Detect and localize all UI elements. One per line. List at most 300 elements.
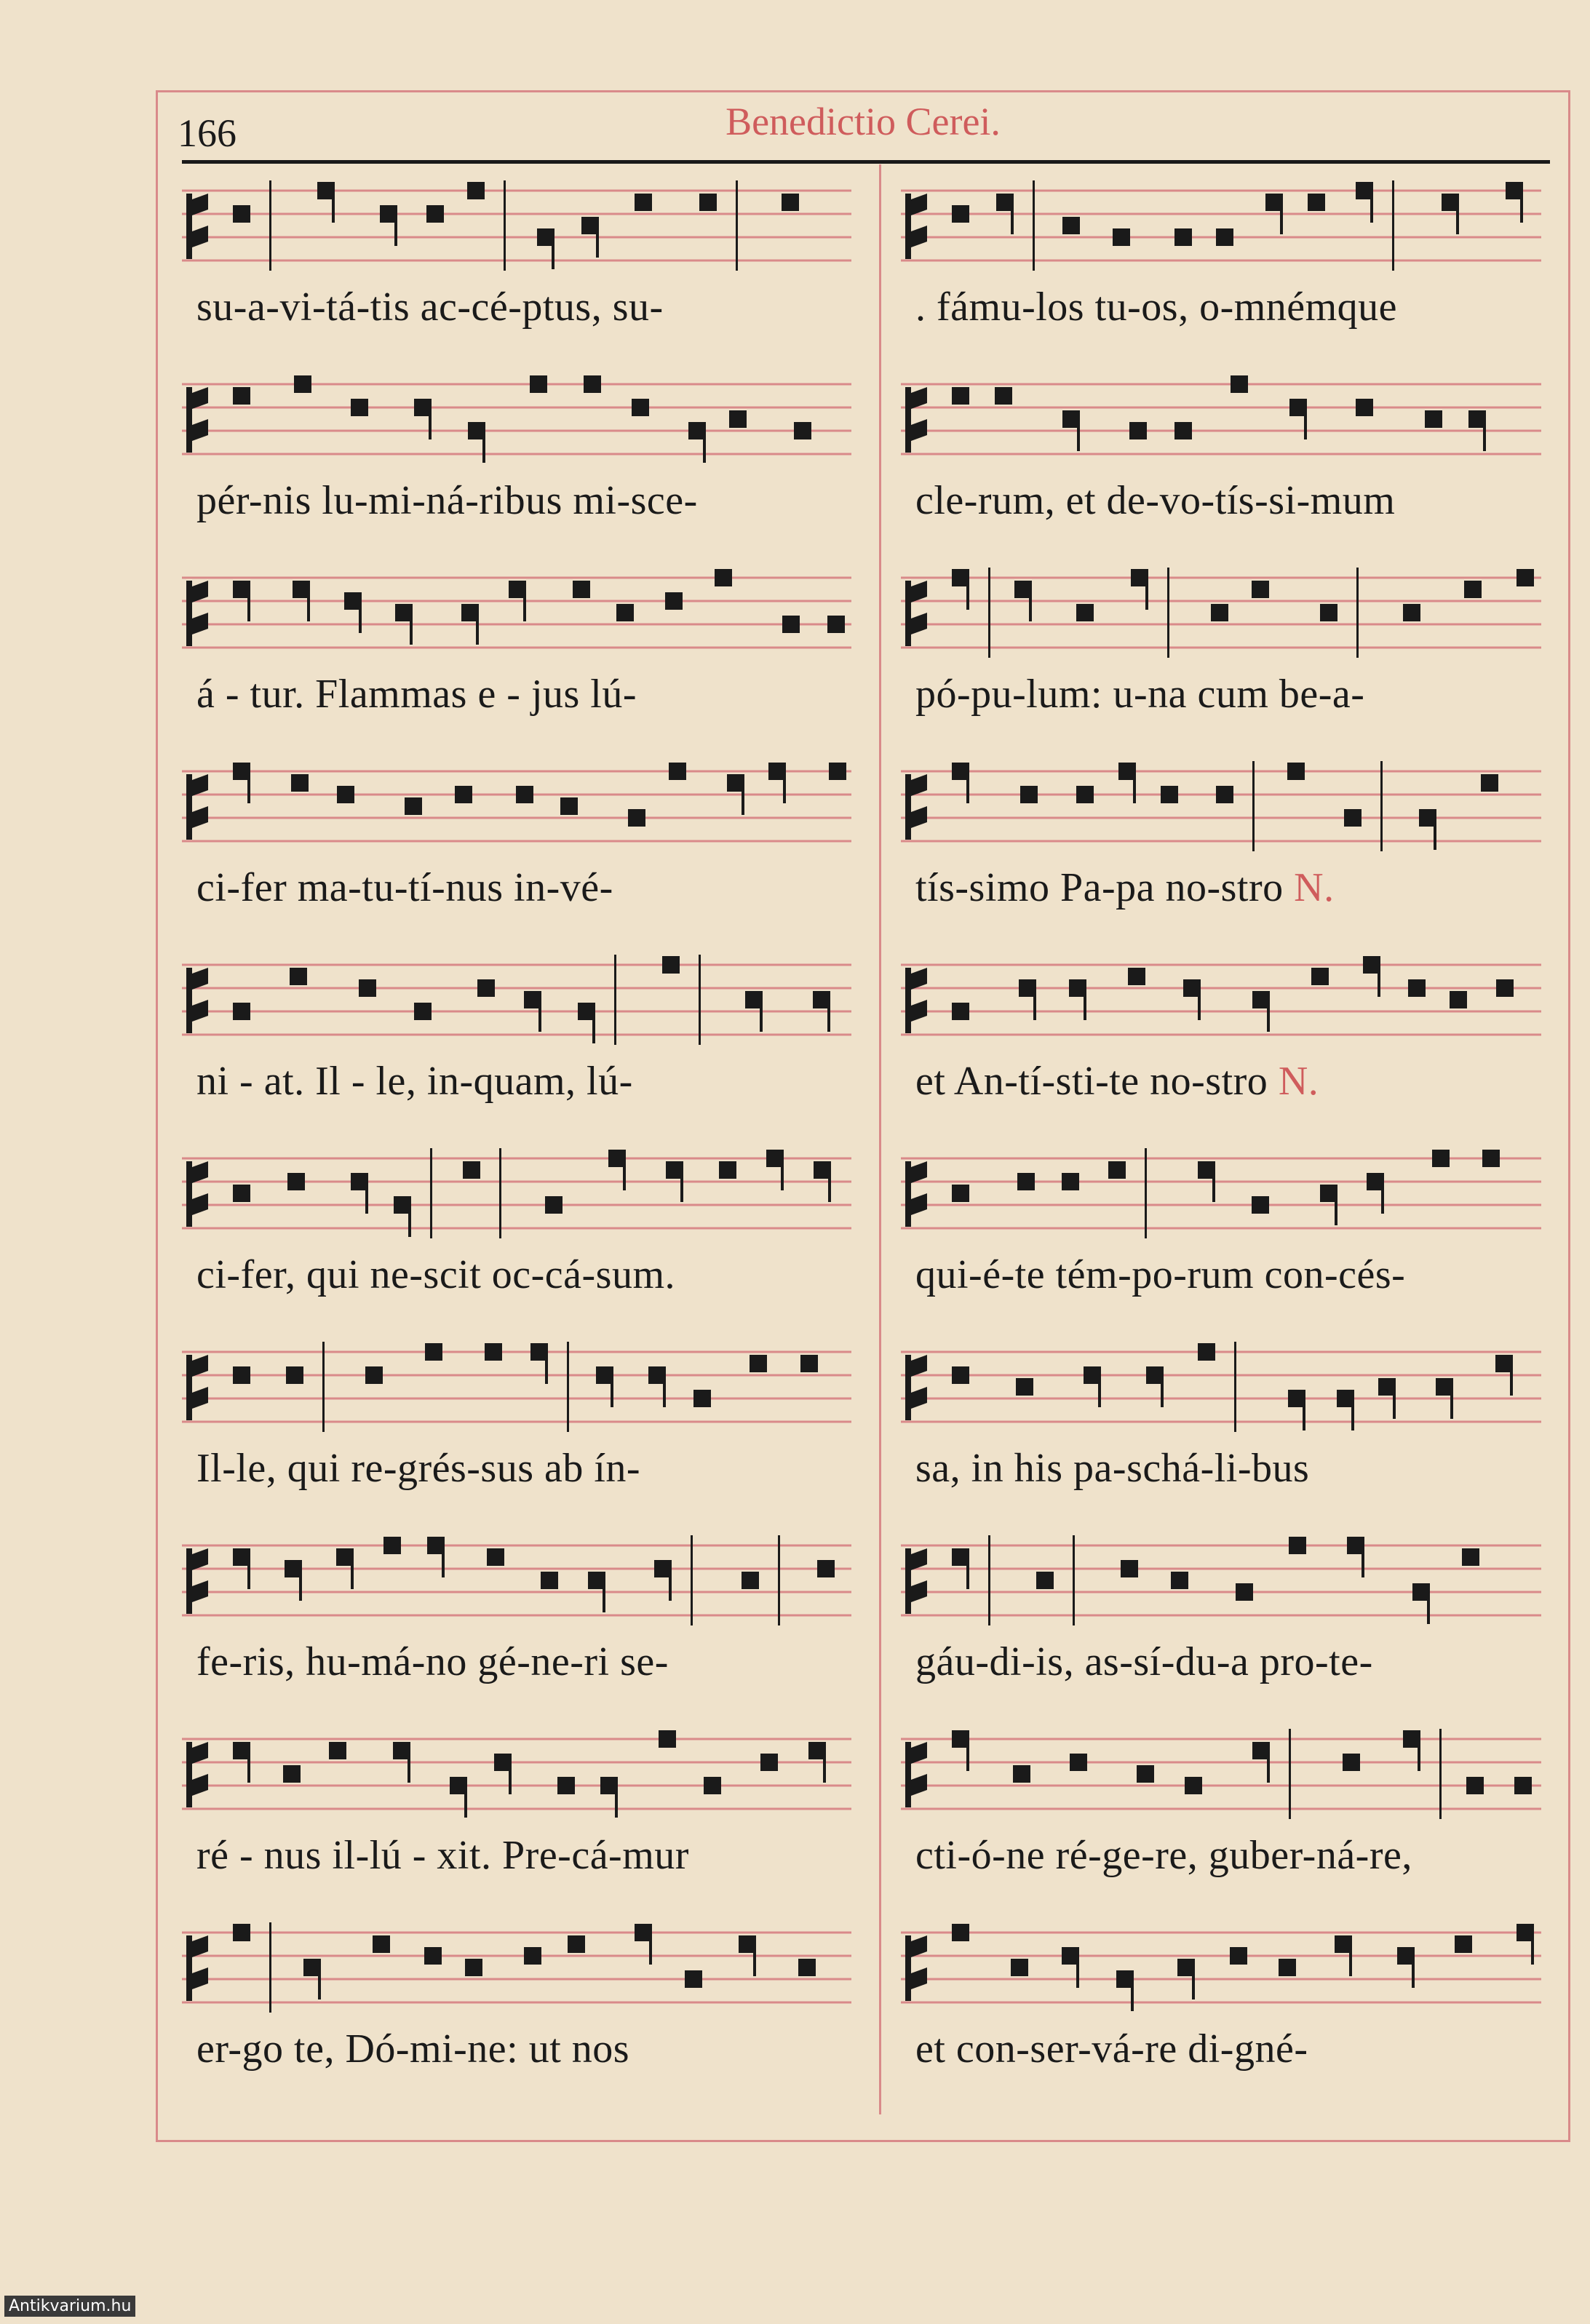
neume-stem — [1351, 1398, 1354, 1430]
chant-system — [901, 368, 1556, 562]
neume-stem — [603, 1580, 605, 1612]
neume — [286, 1366, 303, 1384]
chant-staff — [182, 368, 866, 470]
neume — [233, 1366, 250, 1384]
neume-stem — [1456, 202, 1459, 234]
neume-stem — [552, 237, 554, 269]
lyric-line — [915, 1251, 1556, 1298]
division-bar — [1234, 1342, 1236, 1432]
neume — [1450, 991, 1467, 1008]
neume — [1108, 1161, 1126, 1179]
neume — [995, 387, 1012, 405]
neume — [1517, 569, 1534, 586]
c-clef — [905, 194, 927, 259]
neume — [463, 1161, 480, 1179]
column-divider — [879, 164, 881, 2114]
header-rule — [182, 160, 1550, 164]
neume — [1211, 604, 1228, 621]
chant-staff — [182, 1336, 866, 1438]
neume — [699, 194, 717, 211]
neume — [524, 1947, 541, 1965]
c-clef — [905, 1935, 927, 2001]
page-number: 166 — [178, 111, 236, 155]
chant-system — [182, 1917, 866, 2110]
neume-stem — [669, 1569, 672, 1601]
neume — [1011, 1959, 1028, 1976]
neume-stem — [742, 783, 744, 815]
neume-stem — [410, 613, 413, 645]
neume — [545, 1196, 563, 1214]
neume-stem — [1427, 1592, 1430, 1624]
neume — [425, 1343, 442, 1361]
neume-stem — [247, 1751, 250, 1783]
neume — [616, 604, 634, 621]
neume — [1185, 1777, 1202, 1794]
neume — [1076, 604, 1094, 621]
chant-staff — [901, 1529, 1556, 1631]
neume — [1013, 1765, 1030, 1783]
neume — [760, 1754, 778, 1771]
watermark: Antikvarium.hu — [4, 2296, 135, 2317]
neume-stem — [1450, 1387, 1453, 1419]
neume-stem — [509, 1762, 512, 1794]
neume-stem — [408, 1751, 410, 1783]
neume — [1320, 604, 1337, 621]
c-clef — [905, 968, 927, 1033]
neume — [414, 1003, 432, 1020]
neume-stem — [1198, 988, 1201, 1020]
lyric-line — [915, 671, 1556, 717]
neume — [455, 786, 472, 803]
neume — [1236, 1583, 1253, 1601]
c-clef — [905, 1742, 927, 1807]
running-title: Benedictio Cerei. — [726, 100, 1001, 143]
neume — [665, 592, 683, 610]
division-bar — [1392, 180, 1394, 271]
neume — [383, 1537, 401, 1554]
neume-stem — [1304, 407, 1307, 439]
chant-system — [182, 1142, 866, 1336]
division-bar — [736, 180, 738, 271]
lyric-text: ci-fer ma-tu-tí-nus in-vé- — [196, 865, 613, 910]
neume — [287, 1173, 305, 1190]
neume — [1017, 1173, 1035, 1190]
neume-stem — [1267, 1000, 1270, 1032]
division-bar — [1033, 180, 1035, 271]
neume — [952, 1924, 969, 1941]
neume-stem — [828, 1170, 831, 1202]
neume — [1408, 979, 1426, 997]
division-bar — [1289, 1729, 1291, 1819]
neume — [800, 1355, 818, 1372]
neume-stem — [1520, 191, 1523, 223]
neume-stem — [1510, 1364, 1513, 1396]
chant-system — [901, 755, 1556, 949]
lyric-line — [196, 1832, 866, 1879]
lyric-text: et con-ser-vá-re di-gné- — [915, 2026, 1308, 2072]
neume — [1482, 1150, 1500, 1167]
division-bar — [1380, 761, 1383, 851]
lyric-line — [196, 2026, 866, 2072]
neume-stem — [1349, 1944, 1352, 1976]
neume — [365, 1366, 383, 1384]
neume — [1308, 194, 1325, 211]
chant-system — [901, 1917, 1556, 2110]
chant-system — [901, 175, 1556, 368]
neume-stem — [1145, 578, 1148, 610]
neume-stem — [1393, 1387, 1396, 1419]
neume — [467, 182, 485, 199]
c-clef — [186, 194, 208, 259]
neume — [426, 205, 444, 223]
neume-stem — [966, 771, 969, 803]
c-clef — [186, 1161, 208, 1227]
neume-stem — [442, 1545, 445, 1577]
neume — [1070, 1754, 1087, 1771]
neume — [485, 1343, 502, 1361]
neume — [1252, 1196, 1269, 1214]
neume — [424, 1947, 442, 1965]
lyric-line — [915, 2026, 1556, 2072]
neume — [1425, 410, 1442, 428]
neume — [465, 1959, 482, 1976]
chant-system — [182, 1529, 866, 1723]
chant-staff — [182, 1917, 866, 2018]
neume — [1016, 1378, 1033, 1396]
neume-stem — [394, 214, 397, 246]
neume — [719, 1161, 736, 1179]
neume — [233, 387, 250, 405]
neume — [1252, 581, 1269, 598]
neume — [669, 763, 686, 780]
lyric-text: . fámu-los tu-os, o-mnémque — [915, 284, 1398, 330]
division-bar — [269, 180, 271, 271]
neume — [1137, 1765, 1154, 1783]
lyric-text: gáu-di-is, as-sí-du-a pro-te- — [915, 1639, 1373, 1684]
neume — [487, 1548, 504, 1566]
lyric-line — [196, 1058, 866, 1105]
division-bar — [499, 1148, 501, 1238]
neume — [1174, 228, 1192, 246]
lyric-text: ni - at. Il - le, in-quam, lú- — [196, 1059, 633, 1104]
lyric-line — [915, 477, 1556, 524]
lyric-text: cti-ó-ne ré-ge-re, guber-ná-re, — [915, 1833, 1412, 1878]
neume-stem — [408, 1205, 411, 1237]
neume — [1311, 968, 1329, 985]
neume-stem — [783, 771, 786, 803]
neume-stem — [1267, 1751, 1270, 1783]
neume — [584, 375, 601, 393]
neume — [477, 979, 495, 997]
neume-stem — [351, 1557, 354, 1589]
neume — [635, 194, 652, 211]
lyric-line — [196, 284, 866, 330]
chant-system — [901, 562, 1556, 755]
neume — [704, 1777, 721, 1794]
division-bar — [1252, 761, 1255, 851]
lyric-line — [915, 864, 1556, 911]
neume — [1343, 1754, 1360, 1771]
neume — [1514, 1777, 1532, 1794]
neume-stem — [760, 1000, 763, 1032]
neume — [952, 205, 969, 223]
neume-stem — [781, 1158, 784, 1190]
neume — [628, 809, 645, 827]
neume-stem — [1362, 1545, 1364, 1577]
neume — [952, 1366, 969, 1384]
lyric-text: Il-le, qui re-grés-sus ab ín- — [196, 1446, 641, 1491]
neume — [662, 956, 680, 974]
neume — [1287, 763, 1305, 780]
chant-system — [182, 562, 866, 755]
c-clef — [905, 1161, 927, 1227]
neume — [541, 1572, 558, 1589]
neume-stem — [1381, 1182, 1384, 1214]
lyric-text: qui-é-te tém-po-rum con-cés- — [915, 1252, 1406, 1297]
neume — [952, 387, 969, 405]
chant-system — [901, 1336, 1556, 1529]
neume — [750, 1355, 767, 1372]
neume — [1161, 786, 1178, 803]
neume-stem — [1029, 589, 1032, 621]
neume-stem — [1011, 202, 1014, 234]
neume — [1496, 979, 1514, 997]
neume — [794, 422, 811, 439]
neume — [1198, 1343, 1215, 1361]
neume-stem — [1303, 1398, 1305, 1430]
neume — [568, 1935, 585, 1953]
neume — [233, 1003, 250, 1020]
neume-stem — [823, 1751, 826, 1783]
division-bar — [699, 955, 701, 1045]
neume-stem — [663, 1375, 666, 1407]
neume-stem — [538, 1000, 541, 1032]
c-clef — [186, 1548, 208, 1614]
neume — [1020, 786, 1038, 803]
lyric-text: su-a-vi-tá-tis ac-cé-ptus, su- — [196, 284, 664, 330]
neume-stem — [1434, 818, 1436, 850]
neume — [782, 616, 800, 633]
neume — [291, 774, 309, 792]
lyric-line — [915, 1445, 1556, 1492]
neume — [827, 616, 845, 633]
lyric-line — [196, 1251, 866, 1298]
neume — [233, 1185, 250, 1202]
neume — [1356, 399, 1373, 416]
neume-stem — [476, 613, 479, 645]
neume — [1466, 1777, 1484, 1794]
lyric-text: á - tur. Flammas e - jus lú- — [196, 672, 637, 717]
neume-stem — [966, 1739, 969, 1771]
neume — [1279, 1959, 1296, 1976]
chant-staff — [901, 1723, 1556, 1825]
chant-staff — [182, 1142, 866, 1244]
division-bar — [1356, 568, 1359, 658]
lyric-text: sa, in his pa-schá-li-bus — [915, 1446, 1310, 1491]
lyric-text: pó-pu-lum: u-na cum be-a- — [915, 672, 1365, 717]
neume — [530, 375, 547, 393]
chant-staff — [182, 949, 866, 1051]
chant-system — [182, 755, 866, 949]
neume-stem — [1412, 1956, 1415, 1988]
rubric-mark: N. — [1268, 1059, 1319, 1104]
neume — [685, 1970, 702, 1988]
c-clef — [186, 1355, 208, 1420]
neume — [817, 1560, 835, 1577]
lyric-text: er-go te, Dó-mi-ne: ut nos — [196, 2026, 630, 2072]
neume-stem — [1133, 771, 1136, 803]
neume-stem — [680, 1170, 683, 1202]
neume-stem — [1098, 1375, 1101, 1407]
chant-staff — [901, 1917, 1556, 2018]
neume-stem — [1418, 1739, 1420, 1771]
neume — [1076, 786, 1094, 803]
neume-stem — [429, 407, 432, 439]
chant-system — [901, 1529, 1556, 1723]
division-bar — [988, 1535, 990, 1625]
neume-stem — [464, 1786, 467, 1818]
chant-system — [182, 368, 866, 562]
c-clef — [186, 1742, 208, 1807]
lyric-line — [196, 1445, 866, 1492]
neume-stem — [1531, 1933, 1534, 1965]
neume-stem — [1192, 1967, 1195, 1999]
neume — [294, 375, 311, 393]
c-clef — [186, 968, 208, 1033]
neume-stem — [753, 1944, 756, 1976]
neume-stem — [523, 589, 526, 621]
neume-stem — [247, 1557, 250, 1589]
neume-stem — [1033, 988, 1036, 1020]
lyric-line — [915, 1832, 1556, 1879]
lyric-line — [196, 864, 866, 911]
neume — [283, 1765, 301, 1783]
neume — [632, 399, 649, 416]
neume — [1230, 1947, 1247, 1965]
lyric-text: cle-rum, et de-vo-tís-si-mum — [915, 478, 1396, 523]
c-clef — [905, 774, 927, 840]
division-bar — [691, 1535, 693, 1625]
lyric-line — [196, 1639, 866, 1685]
neume — [729, 410, 747, 428]
c-clef — [186, 387, 208, 453]
neume — [1036, 1572, 1054, 1589]
neume — [829, 763, 846, 780]
neume-stem — [1212, 1170, 1215, 1202]
division-bar — [614, 955, 616, 1045]
neume — [1216, 228, 1233, 246]
neume — [233, 205, 250, 223]
chant-system — [182, 175, 866, 368]
neume-stem — [359, 601, 362, 633]
right-column — [901, 175, 1556, 2110]
division-bar — [988, 568, 990, 658]
neume — [1432, 1150, 1450, 1167]
lyric-line — [915, 1058, 1556, 1105]
neume-stem — [1378, 965, 1380, 997]
lyric-text: ré - nus il-lú - xit. Pre-cá-mur — [196, 1833, 689, 1878]
neume-stem — [596, 226, 599, 258]
neume — [1128, 968, 1145, 985]
chant-staff — [901, 755, 1556, 857]
division-bar — [322, 1342, 325, 1432]
neume-stem — [623, 1158, 626, 1190]
neume — [516, 786, 533, 803]
neume — [1231, 375, 1248, 393]
c-clef — [905, 1355, 927, 1420]
neume — [782, 194, 799, 211]
neume-stem — [482, 431, 485, 463]
neume — [742, 1572, 759, 1589]
neume — [1171, 1572, 1188, 1589]
neume — [1455, 1935, 1472, 1953]
neume-stem — [615, 1786, 618, 1818]
neume-stem — [1084, 988, 1086, 1020]
neume — [560, 797, 578, 815]
neume-stem — [703, 431, 706, 463]
neume-stem — [1076, 1956, 1079, 1988]
neume — [659, 1730, 676, 1748]
neume — [1481, 774, 1498, 792]
neume — [1216, 786, 1233, 803]
chant-system — [182, 1336, 866, 1529]
neume-stem — [966, 578, 969, 610]
chant-system — [901, 949, 1556, 1142]
chant-system — [182, 1723, 866, 1917]
neume — [557, 1777, 575, 1794]
neume — [1174, 422, 1192, 439]
neume — [1464, 581, 1482, 598]
rubric-mark: N. — [1283, 865, 1335, 910]
neume — [351, 399, 368, 416]
neume-stem — [966, 1557, 969, 1589]
division-bar — [504, 180, 506, 271]
neume-stem — [247, 589, 250, 621]
neume — [1113, 228, 1130, 246]
division-bar — [567, 1342, 569, 1432]
division-bar — [1073, 1535, 1075, 1625]
neume — [1289, 1537, 1306, 1554]
lyric-line — [915, 284, 1556, 330]
neume-stem — [611, 1375, 613, 1407]
lyric-text: ci-fer, qui ne-scit oc-cá-sum. — [196, 1252, 676, 1297]
chant-staff — [901, 1336, 1556, 1438]
c-clef — [905, 581, 927, 646]
neume — [1062, 217, 1080, 234]
chant-staff — [182, 1723, 866, 1825]
neume-stem — [365, 1182, 368, 1214]
chant-staff — [182, 755, 866, 857]
lyric-line — [915, 1639, 1556, 1685]
neume-stem — [1161, 1375, 1164, 1407]
neume-stem — [332, 191, 335, 223]
neume-stem — [299, 1569, 302, 1601]
chant-staff — [182, 175, 866, 276]
neume-stem — [1077, 419, 1080, 451]
division-bar — [1145, 1148, 1147, 1238]
neume-stem — [545, 1352, 548, 1384]
chant-staff — [901, 1142, 1556, 1244]
neume-stem — [1280, 202, 1283, 234]
chant-staff — [901, 368, 1556, 470]
neume-stem — [318, 1967, 321, 1999]
c-clef — [186, 1935, 208, 2001]
lyric-line — [196, 671, 866, 717]
chant-system — [182, 949, 866, 1142]
neume-stem — [1131, 1979, 1134, 2011]
neume — [798, 1959, 816, 1976]
chant-staff — [901, 949, 1556, 1051]
